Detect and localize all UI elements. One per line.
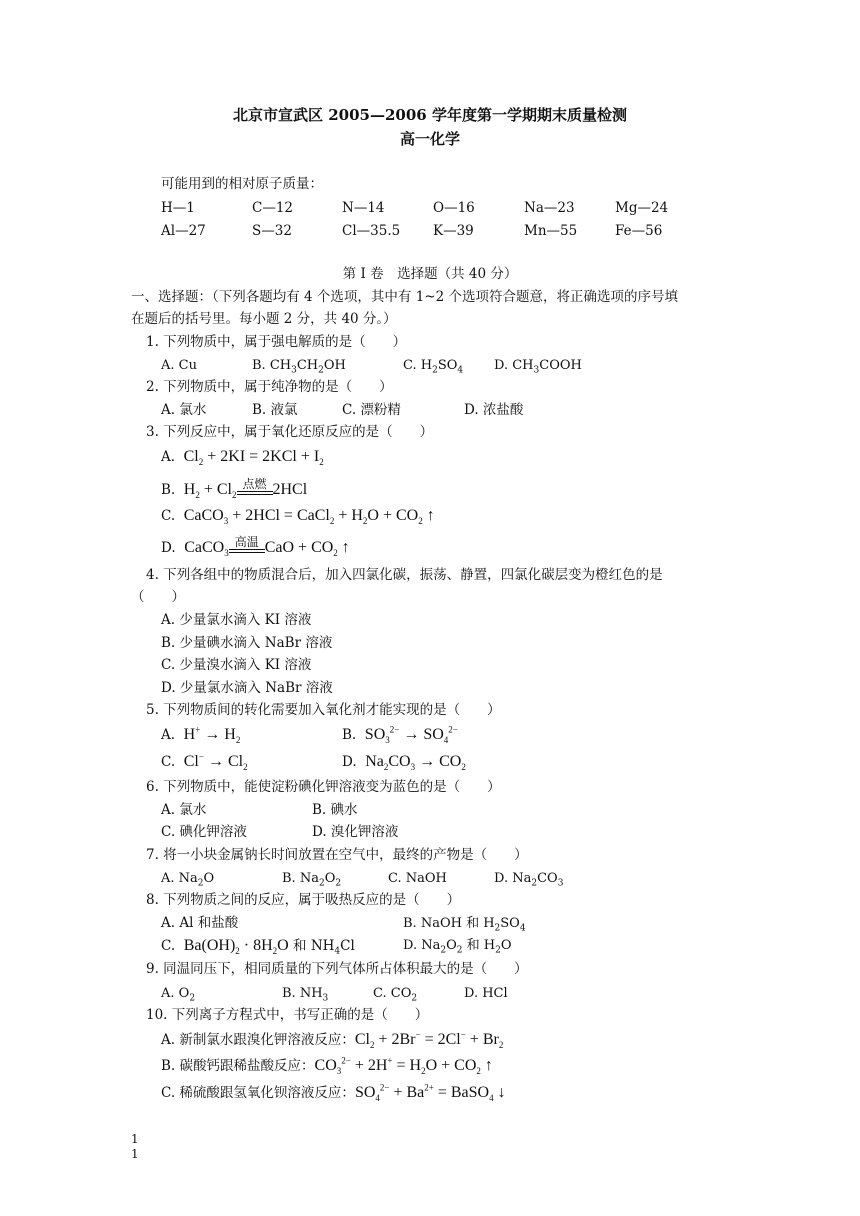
- option-c: C. $H_2SO_4$: [403, 358, 464, 376]
- option-c: C. $Cl^- \to Cl_2$: [161, 751, 248, 773]
- option-a: A. $O_2$: [161, 986, 196, 1004]
- option-b: B. $NH_3$: [282, 986, 329, 1004]
- option-d: D. $CH_3COOH$: [494, 358, 582, 376]
- question-stem: 4. 下列各组中的物质混合后，加入四氯化碳，振荡、静置，四氯化碳层变为橙红色的是: [146, 567, 663, 583]
- option-a: A. Al 和盐酸: [161, 915, 239, 931]
- atomic-mass-item: Fe—56: [615, 223, 663, 239]
- atomic-mass-item: Cl—35.5: [342, 223, 401, 239]
- atomic-mass-item: Mg—24: [615, 200, 669, 216]
- option-a: A. $Na_2O$: [161, 871, 215, 889]
- atomic-mass-item: C—12: [252, 200, 294, 216]
- option-a: A. 新制氯水跟溴化钾溶液反应：$Cl_2 + 2Br^- = 2Cl^- + Br_2$: [161, 1029, 504, 1051]
- question-stem: 9. 同温同压下，相同质量的下列气体所占体积最大的是（ ）: [146, 961, 528, 977]
- option-d: D. $Na_2CO_3 \to CO_2$: [342, 753, 466, 773]
- option-b: B. 碘水: [312, 802, 358, 818]
- question-stem-cont: （ ）: [131, 589, 185, 605]
- option-b: B. $CH_3CH_2OH$: [252, 358, 346, 376]
- question-stem: 5. 下列物质间的转化需要加入氧化剂才能实现的是（ ）: [146, 702, 501, 718]
- option-a: A. Cu: [161, 358, 197, 373]
- question-stem: 10. 下列离子方程式中，书写正确的是（ ）: [146, 1007, 429, 1023]
- option-a: A. $Cl_2 + 2KI = 2KCl + I_2$: [161, 448, 324, 468]
- atomic-mass-item: Mn—55: [524, 223, 578, 239]
- option-d: D. $Na_2CO_3$: [494, 871, 564, 889]
- option-a: A. 少量氯水滴入 KI 溶液: [161, 612, 312, 628]
- option-b: B. 液氯: [252, 402, 298, 418]
- option-c: C. 碘化钾溶液: [161, 824, 247, 840]
- atomic-mass-item: Al—27: [161, 223, 206, 239]
- atomic-mass-intro: 可能用到的相对原子质量：: [161, 176, 323, 192]
- option-a: A. 氯水: [161, 402, 207, 418]
- section-instructions: 一、选择题：（下列各题均有 4 个选项，其中有 1~2 个选项符合题意，将正确选项的序号填: [131, 289, 678, 305]
- atomic-mass-item: S—32: [252, 223, 292, 239]
- option-b: B. $SO_3^{2-} \to SO_4^{2-}$: [342, 724, 458, 746]
- option-d: D. $Na_2O_2$ 和 $H_2O$: [403, 938, 512, 956]
- option-c: C. CaCO$_3$ + 2HCl = CaCl$_2$ + $H_2O + CO_2$ ↑: [161, 507, 435, 527]
- option-d: D. 浓盐酸: [464, 402, 524, 418]
- option-b: B. $Na_2O_2$: [282, 871, 342, 889]
- option-c: C. 少量溴水滴入 KI 溶液: [161, 657, 312, 673]
- option-a: A. $H^+ \to H_2$: [161, 724, 241, 746]
- atomic-mass-item: Na—23: [524, 200, 575, 216]
- option-b: B. 少量碘水滴入 NaBr 溶液: [161, 635, 333, 651]
- option-b: B. NaOH 和 $H_2SO_4$: [403, 916, 526, 934]
- option-c: C. NaOH: [388, 871, 447, 886]
- question-stem: 7. 将一小块金属钠长时间放置在空气中，最终的产物是（ ）: [146, 847, 528, 863]
- option-d: D. 溴化钾溶液: [312, 824, 399, 840]
- atomic-mass-item: K—39: [433, 223, 474, 239]
- section-heading: 第 I 卷 选择题（共 40 分）: [342, 266, 518, 282]
- option-b: B. 碳酸钙跟稀盐酸反应：$CO_3^{2-} + 2H^+ = H_2O + CO_2$ ↑: [161, 1055, 493, 1077]
- option-d: D. 少量氯水滴入 NaBr 溶液: [161, 680, 333, 696]
- option-d: D. CaCO$_3$ 高温 CaO + $CO_2$ ↑: [161, 535, 350, 559]
- atomic-mass-item: N—14: [342, 200, 385, 216]
- section-instructions: 在题后的括号里。每小题 2 分，共 40 分。）: [131, 311, 397, 327]
- atomic-mass-item: H—1: [161, 200, 195, 216]
- option-a: A. 氯水: [161, 802, 207, 818]
- question-stem: 2. 下列物质中，属于纯净物的是（ ）: [146, 379, 393, 395]
- question-stem: 6. 下列物质中，能使淀粉碘化钾溶液变为蓝色的是（ ）: [146, 779, 501, 795]
- atomic-mass-item: O—16: [433, 200, 475, 216]
- option-c: C. 稀硫酸跟氢氧化钡溶液反应：$SO_4^{2-} + Ba^{2+}$ = BaSO$_4$ ↓: [161, 1082, 506, 1104]
- page-subtitle: 高一化学: [399, 130, 460, 148]
- question-stem: 8. 下列物质之间的反应，属于吸热反应的是（ ）: [146, 892, 461, 908]
- option-d: D. HCl: [464, 986, 508, 1001]
- page-number: 1: [131, 1132, 139, 1146]
- question-stem: 1. 下列物质中，属于强电解质的是（ ）: [146, 334, 407, 350]
- page-number: 1: [131, 1147, 139, 1161]
- option-c: C. 漂粉精: [342, 402, 401, 418]
- page-title: 北京市宣武区 2005—2006 学年度第一学期期末质量检测: [233, 106, 627, 124]
- option-c: C. $CO_2$: [373, 986, 418, 1004]
- option-b: B. $H_2 + Cl_2$ 点燃 2HCl: [161, 477, 308, 501]
- question-stem: 3. 下列反应中，属于氧化还原反应的是（ ）: [146, 424, 434, 440]
- option-c: C. $Ba(OH)_2 \cdot 8H_2O$ 和 $NH_4Cl$: [161, 937, 355, 957]
